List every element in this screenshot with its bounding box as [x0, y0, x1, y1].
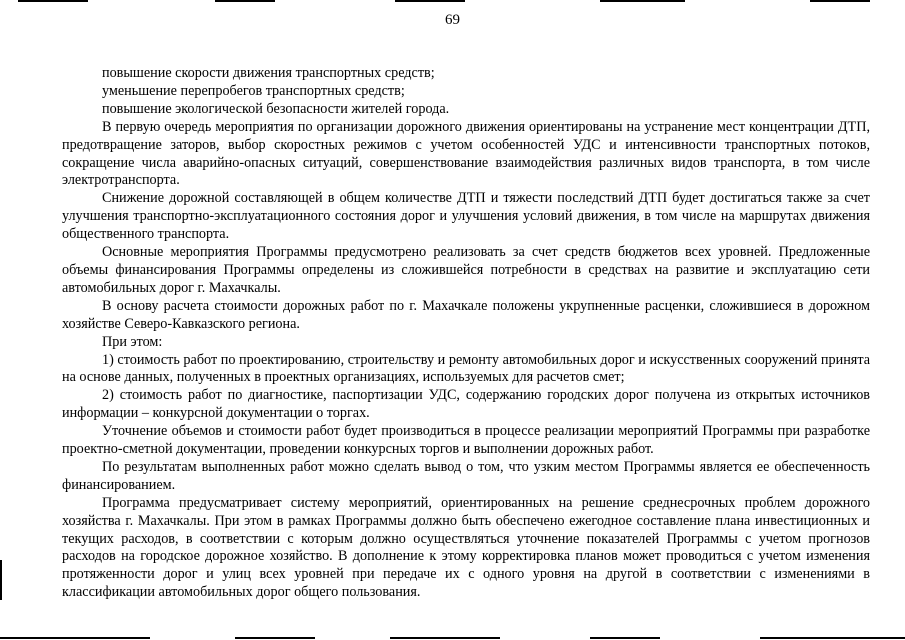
paragraph: 2) стоимость работ по диагностике, паспортизации УДС, содержанию городских дорог получена из открытых источников информации – конкурсной документации о торгах. [62, 387, 870, 422]
paragraph: 1) стоимость работ по проектированию, строительству и ремонту автомобильных дорог и искусственных сооружений принята на основе данных, полученных в проектных организациях, используемых для расчетов смет; [62, 351, 870, 386]
scan-mark [600, 0, 685, 2]
scan-mark [590, 637, 660, 639]
scan-bottom-edge-marks [0, 636, 905, 640]
paragraph: повышение скорости движения транспортных средств; [102, 65, 435, 81]
scan-mark [810, 0, 870, 2]
paragraph: По результатам выполненных работ можно сделать вывод о том, что узким местом Программы является ее обеспеченность финансированием. [62, 458, 870, 493]
paragraph: В первую очередь мероприятия по организации дорожного движения ориентированы на устранение мест концентрации ДТП, предотвращение заторов, выбор скоростных режимов с учетом особенностей УДС и интенсивности транспортных потоков, сокращение числа аварийно-опасных ситуаций, совершенствование взаимодействия различных видов транспорта, в том числе электротранспорта. [62, 118, 870, 189]
scan-mark [235, 637, 315, 639]
paragraph: Программа предусматривает систему мероприятий, ориентированных на решение среднесрочных проблем дорожного хозяйства г. Махачкалы. При этом в рамках Программы должно быть обеспечено ежегодное составление плана инвестиционных и текущих расходов, в соответствии с которым должно осуществляться уточнение показателей Программы с учетом прогнозов расходов на городское дорожное хозяйство. В дополнение к этому корректировка планов может проводиться с учетом изменения протяженности дорог и улиц всех уровней при передаче их с одного уровня на другой в соответствии с изменениями в классификации автомобильных дорог общего пользования. [62, 494, 870, 601]
paragraph: В основу расчета стоимости дорожных работ по г. Махачкале положены укрупненные расценки, сложившиеся в дорожном хозяйстве Северо-Кавказского региона. [62, 297, 870, 332]
scan-mark [215, 0, 275, 2]
scan-mark [395, 0, 465, 2]
paragraph: Снижение дорожной составляющей в общем количестве ДТП и тяжести последствий ДТП будет достигаться также за счет улучшения транспортно-эксплуатационного состояния дорог и улучшения условий движения, в том числе на маршрутах движения общественного транспорта. [62, 190, 870, 243]
paragraph: повышение экологической безопасности жителей города. [102, 100, 450, 117]
scan-side-mark [0, 560, 2, 600]
paragraph: Основные мероприятия Программы предусмотрено реализовать за счет средств бюджетов всех уровней. Предложенные объемы финансирования Программы определены из сложившейся потребности в средствах на развитие и эксплуатацию сети автомобильных дорог г. Махачкалы. [62, 244, 870, 296]
scan-mark [0, 637, 150, 639]
scan-top-edge-marks [0, 0, 905, 3]
scan-mark [760, 637, 905, 639]
page-number: 69 [445, 12, 460, 28]
scan-mark [18, 0, 88, 2]
paragraph: При этом: [102, 333, 163, 350]
scan-mark [390, 637, 500, 639]
paragraph: уменьшение перепробегов транспортных средств; [102, 82, 405, 99]
paragraph: Уточнение объемов и стоимости работ будет производиться в процессе реализации мероприятий Программы при разработке проектно-сметной документации, проведении конкурсных торгов и выполнении дорожных работ. [62, 423, 870, 458]
document-body [62, 65, 870, 602]
